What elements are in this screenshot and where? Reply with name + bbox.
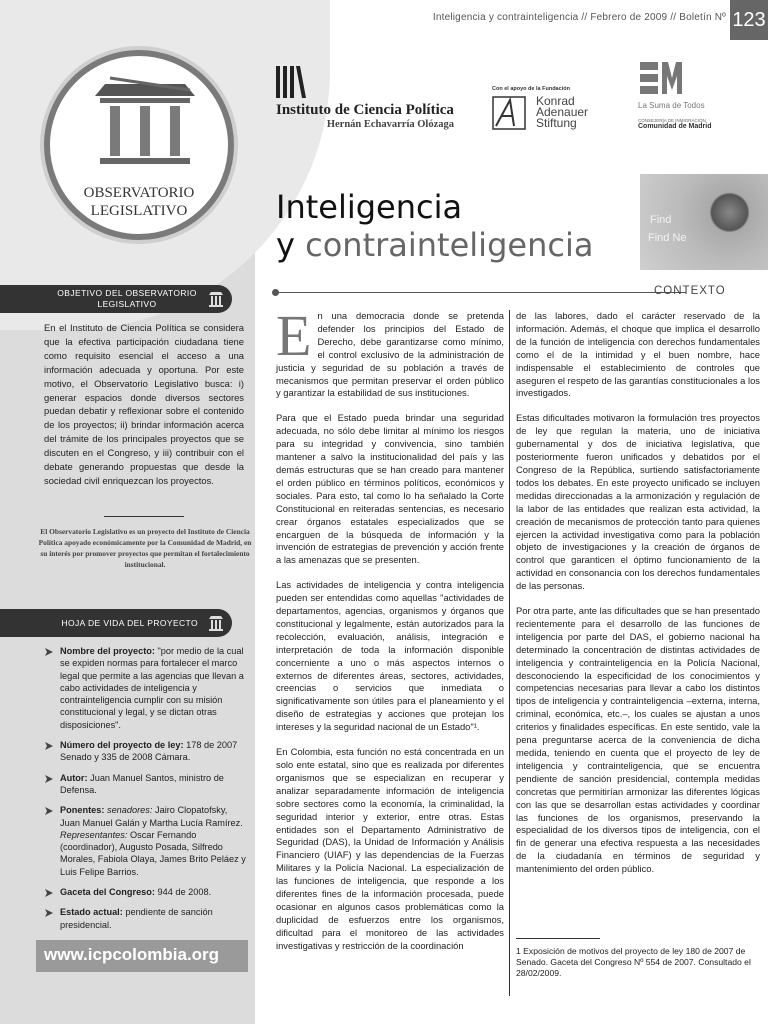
section-rule [276, 292, 686, 293]
bullet-icon [44, 806, 54, 816]
bullet-icon [44, 741, 54, 751]
paragraph: Las actividades de inteligencia y contra inteligencia pueden ser entendidas como aquellas "actividades de departamentos, agencias, organismos y órganos que constitucional y legalmente, están autorizados para la recolección, evaluación, análisis, integración e interpretación de toda la información disponible concerniente a uno o más aspectos internos o externos de diferentes áreas, sectores, actividades, creencias o servicios que inmediata o significativamente son útiles para el planeamiento y el diseño de estrategias y acciones que protejan los intereses y la seguridad nacional de un Estado"¹. [276, 579, 504, 733]
item-label: Gaceta del Congreso: [60, 887, 155, 898]
observatorio-title: OBSERVATORIO LEGISLATIVO [83, 185, 195, 219]
photo-word-1: Find [650, 214, 672, 226]
item-label: Ponentes: [60, 805, 105, 816]
item-italic: Representantes: [60, 829, 128, 840]
list-item [44, 886, 248, 898]
madrid-logo [638, 60, 738, 130]
icp-name: Instituto de Ciencia Política [276, 102, 454, 118]
icp-subtitle: Hernán Echavarría Olózaga [326, 119, 454, 130]
konrad-name: Konrad Adenauer Stiftung [536, 94, 589, 130]
item-text: "por medio de la cual se expiden normas para fortalecer el marco legal que permite a las agencias que llevan a cabo actividades de inteligencia y contrainteligencia cumplir con su misión constitucional y legal, y se dictan otras disposiciones". [60, 646, 244, 730]
objective-tab-label: OBJETIVO DEL OBSERVATORIO LEGISLATIVO [57, 288, 197, 309]
list-item [44, 645, 248, 731]
item-text: pendiente de sanción presidencial. [60, 907, 213, 930]
title-accent-word: contrainteligencia [305, 226, 594, 264]
konrad-support-text: Con el apoyo de la Fundación [492, 86, 570, 92]
madrid-small-text: CONSEJERÍA DE INMIGRACIÓN [638, 118, 706, 123]
columns-icon [208, 291, 224, 307]
paragraph: Para que el Estado pueda brindar una seguridad adecuada, no sólo debe limitar al mínimo los riesgos para su integridad y convivencia, sino también mantener a salvo la institucionalidad del país y las demás estructuras que se han creado para mantener el orden público en términos políticos, económicos y sociales. Para esto, tal como lo ha señalado la Corte Constitucional en reiteradas sentencias, es necesario crear órganos estatales especializados que se encarguen de la búsqueda de información y la invención de estrategias de prevención y acción frente a las amenazas que se presenten. [276, 412, 504, 566]
paragraph: Por otra parte, ante las dificultades que se han presentado recientemente para el desarrollo de las funciones de inteligencia por parte del DAS, el gobierno nacional ha determinado la concentración de distintas actividades de inteligencia y contrainteligencia en la Policía Nacional, desconociendo la especificidad de los conocimientos y competencias necesarias para llevar a cabo los distintos tipos de inteligencia y contrainteligencia –externa, interna, criminal, económica, etc.–, los cuales se ajustan a unos criterios y finalidades específicas. En este sentido, vale la pena preguntarse acerca de la conveniencia de dicha medida, teniendo en cuenta que el proyecto de ley de inteligencia y contrainteligencia, que se encuentra pendiente de sanción presidencial, contempla medidas concretas que permitirían armonizar las diferentes lógicas con las que se desarrollan estas actividades y coordinar las funciones de los organismos, preservando la especialidad de los diversos tipos de inteligencia, con el fin de generar una efectiva respuesta a las necesidades de la ciudadanía en términos de seguridad y mantenimiento del orden público. [516, 605, 760, 875]
list-item [44, 906, 248, 931]
bullet-icon [44, 647, 54, 657]
page-title [276, 188, 593, 264]
icp-mark-icon [276, 64, 306, 100]
footnote: 1 Exposición de motivos del proyecto de ley 180 de 2007 de Senado. Gaceta del Congreso Nº 554 de 2007. Consultado el 28/02/2009. [516, 946, 751, 978]
madrid-mark-icon [638, 60, 682, 96]
website-link[interactable]: www.icpcolombia.org [44, 945, 220, 964]
item-label: Estado actual: [60, 907, 123, 918]
section-label: CONTEXTO [654, 285, 726, 297]
objective-tab [0, 285, 232, 313]
konrad-mark-icon [492, 96, 526, 130]
bullet-icon [44, 888, 54, 898]
columns-icon [90, 76, 200, 166]
dropcap: E [276, 303, 312, 368]
item-text: Jairo Clopatofsky, Juan Manuel Galán y Martha Lucía Ramírez. [60, 805, 243, 828]
column-divider [509, 310, 510, 996]
item-label: Número del proyecto de ley: [60, 740, 184, 751]
bullet-icon [44, 908, 54, 918]
item-text: 178 de 2007 Senado y 335 de 2008 Cámara. [60, 740, 238, 763]
footnote-rule [516, 938, 600, 939]
madrid-name: Comunidad de Madrid [638, 123, 712, 130]
list-item [44, 772, 248, 797]
item-italic: senadores: [104, 805, 153, 816]
hoja-list [44, 645, 248, 939]
paragraph: Estas dificultades motivaron la formulación tres proyectos de ley que regulan la materia, uno de iniciativa gubernamental y dos de iniciativa legislativa, que posteriormente fueron unificados y debatidos por el Congreso de la República, surtiendo satisfactoriamente todos los debates. En este proyecto unificado se incluyen medidas direccionadas a la armonización y regulación de la labor de las entidades que realizan esta actividad, la creación de mecanismos de protección tanto para quienes ejercen la actividad investigativa como para la población objeto de investigaciones y la creación de órganos de control que garanticen el óptimo funcionamiento de la actividad en consonancia con los derechos fundamentales de las personas. [516, 412, 760, 592]
hoja-tab [0, 609, 232, 637]
item-label: Nombre del proyecto: [60, 646, 155, 656]
icp-logo [276, 64, 476, 130]
columns-icon [208, 615, 224, 631]
konrad-logo [492, 86, 612, 136]
body-column-2 [516, 310, 760, 888]
support-note: El Observatorio Legislativo es un proyecto del Instituto de Ciencia Política apoyado económicamente por la Comunidad de Madrid, en su interés por promover proyectos que permitan el fortalecimiento institucional. [38, 527, 252, 569]
paragraph-text: n una democracia donde se pretenda defender los principios del Estado de Derecho, debe garantizarse como mínimo, el control exclusivo de la administración de justicia y seguridad de su población a través de mecanismos que permitan preservar el orden público y garantizar la estabilidad de sus instituciones. [276, 310, 504, 399]
paragraph [276, 303, 504, 400]
list-item [44, 739, 248, 764]
paragraph: de las labores, dado el carácter reservado de la información. Además, el choque que implica el desarrollo de la función de inteligencia con derechos fundamentales como el de la intimidad y el buen nombre, hace indispensable el establecimiento de controles que aseguren el respeto de las garantías constitucionales a los investigados. [516, 310, 760, 399]
photo-word-2: Find Ne [648, 232, 687, 244]
item-text: Juan Manuel Santos, ministro de Defensa. [60, 772, 224, 795]
title-line-2 [276, 226, 593, 264]
paragraph: En Colombia, esta función no está concentrada en un solo ente estatal, sino que es realizada por diferentes organismos que se especializan en recuperar y analizar separadamente información de inteligencia sobre sectores como la economía, la criminalidad, la seguridad interior y exterior, entre otras. Estas entidades son el Departamento Administrativo de Seguridad (DAS), la Unidad de Información y Análisis Financiero (UIAF) y las dependencias de la Fuerzas Militares y la Policía Nacional. La especialización de las funciones de inteligencia, que responde a los diferentes fines de la información procesada, puede ocasionar en algunos casos problemáticas como la duplicidad de esfuerzos entre los organismos, dificultad para el monitoreo de las actividades investigativas y restricción de la coordinación [276, 746, 504, 951]
observatorio-logo [44, 50, 234, 240]
madrid-slogan: La Suma de Todos [638, 101, 705, 110]
title-line-1: Inteligencia [276, 188, 463, 226]
objective-text: En el Instituto de Ciencia Política se considera que la efectiva participación ciudadana tiene como requisito esencial el acceso a una información adecuada y oportuna. Por este motivo, el Observatorio Legislativo busca: i) generar espacios donde diversos sectores puedan debatir y reflexionar sobre el contenido de los proyectos; ii) brindar información acerca del trámite de los principales proyectos que se discuten en el Congreso, y iii) contribuir con el debate generando propuestas que desde la sociedad civil enriquezcan los proyectos. [44, 322, 244, 486]
running-head: Inteligencia y contrainteligencia // Febrero de 2009 // Boletín Nº [432, 12, 726, 23]
item-label: Autor: [60, 772, 88, 783]
eye-photo [640, 174, 768, 270]
page-number: 123 [730, 0, 768, 40]
item-text: 944 de 2008. [154, 887, 212, 898]
title-prefix: y [276, 226, 306, 264]
sidebar-rule [104, 516, 184, 517]
hoja-tab-label: HOJA DE VIDA DEL PROYECTO [61, 618, 198, 628]
body-column-1 [276, 303, 504, 965]
list-item [44, 804, 248, 878]
item-text: Oscar Fernando (coordinador), Augusto Posada, Silfredo Morales, Fabiola Olaya, James Brito Peláez y Luis Felipe Barrios. [60, 829, 246, 877]
bullet-icon [44, 774, 54, 784]
